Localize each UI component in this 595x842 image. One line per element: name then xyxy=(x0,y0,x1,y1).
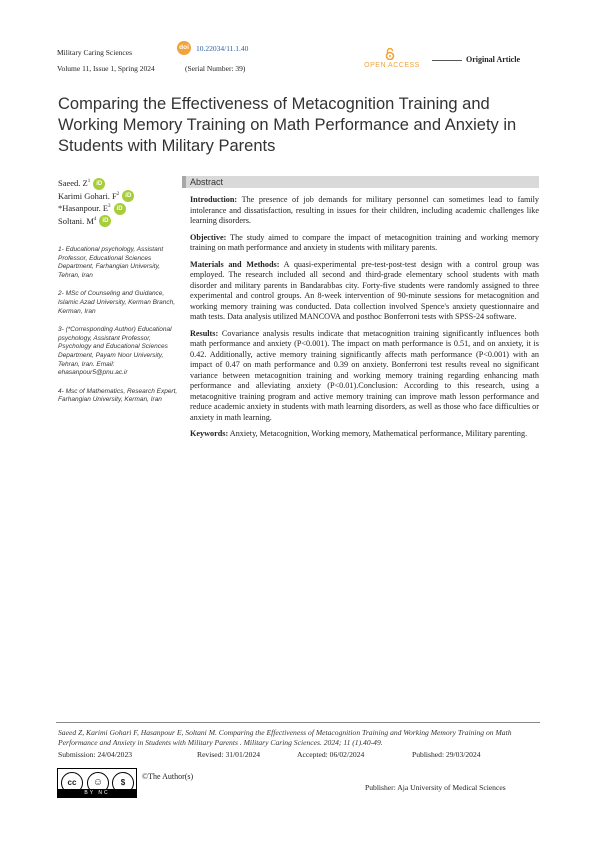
publisher: Publisher: Aja University of Medical Sciences xyxy=(365,783,506,792)
serial-number: (Serial Number: 39) xyxy=(185,64,246,73)
affiliations xyxy=(58,246,183,415)
abstract-methods xyxy=(190,260,539,323)
author-list xyxy=(58,176,188,226)
section-text: Anxiety, Metacognition, Working memory, Mathematical performance, Military parenting. xyxy=(228,429,528,438)
footer-divider xyxy=(56,722,540,723)
author-name: Soltani. M xyxy=(58,215,94,226)
header-divider xyxy=(432,60,462,61)
published-date: Published: 29/03/2024 xyxy=(412,750,481,759)
orcid-icon[interactable]: iD xyxy=(93,178,105,190)
article-title: Comparing the Effectiveness of Metacognition Training and Working Memory Training on Math Performance and Anxiety in Students with Military Parents xyxy=(58,95,517,155)
author-4 xyxy=(58,214,188,227)
volume-info: Volume 11, Issue 1, Spring 2024 xyxy=(57,64,155,73)
orcid-icon[interactable]: iD xyxy=(114,203,126,215)
attribution-icon: ☺ xyxy=(87,772,109,794)
journal-name: Military Caring Sciences xyxy=(57,48,132,57)
author-sup: 4 xyxy=(93,216,97,222)
abstract-introduction xyxy=(190,195,539,227)
abstract-objective xyxy=(190,233,539,254)
section-label: Materials and Methods: xyxy=(190,259,280,269)
author-name: Karimi Gohari. F xyxy=(58,190,117,201)
section-label: Objective: xyxy=(190,232,227,242)
citation: Saeed Z, Karimi Gohari F, Hasanpour E, Soltani M. Comparing the Effectiveness of Metacognition Training and Working Memory Training on Math Performance and Anxiety in Students with Military Parents . Military Caring Sciences. 2024; 11 (1).40-49. xyxy=(58,728,512,747)
cc-license-badge[interactable] xyxy=(57,768,137,798)
author-1 xyxy=(58,176,188,189)
author-sup: 2 xyxy=(116,191,120,197)
section-text: The study aimed to compare the impact of metacognition training and working memory training on math performance and anxiety in students with military parents. xyxy=(190,232,539,252)
copyright-notice: ©The Author(s) xyxy=(142,772,194,781)
author-2 xyxy=(58,189,188,202)
affiliation-4: 4- Msc of Mathematics, Research Expert, Farhangian University, Kerman, Iran xyxy=(58,387,178,404)
author-sup: 1 xyxy=(87,179,91,184)
author-3 xyxy=(58,201,188,214)
submission-date: Submission: 24/04/2023 xyxy=(58,750,133,759)
cc-icon: cc xyxy=(61,772,83,794)
accepted-date: Accepted: 06/02/2024 xyxy=(297,750,365,759)
orcid-icon[interactable]: iD xyxy=(122,190,134,202)
abstract-heading: Abstract xyxy=(190,177,224,187)
section-label: Introduction: xyxy=(190,195,238,204)
open-access-logo xyxy=(352,48,432,76)
doi-icon: doi xyxy=(177,41,191,55)
section-label: Keywords: xyxy=(190,429,229,438)
abstract-heading-bar xyxy=(186,176,539,188)
section-text: A quasi-experimental pre-test-post-test design with a control group was employed. The research included all second and third-grade elementary school students with math disorder and military parents in Bandarabbas city. Forty-five students were randomly assigned to three experimental and control groups. An 8-week intervention of 90-minute sessions for metacognition and working memory training was conducted. Data collection involved Spence's anxiety questionnaire and math tests. Data analysis utilized MANCOVA and posthoc Bonferroni tests with SPSS-24 software. xyxy=(190,259,539,321)
section-text: The presence of job demands for military personnel can sometimes lead to family intolerance and dissatisfaction, resulting in issues for their children, including academic challenges like learning disorders. xyxy=(190,195,539,225)
author-name: Saeed. Z xyxy=(58,177,88,188)
cc-license-text: BY NC xyxy=(58,789,136,797)
author-sup: 3 xyxy=(108,204,111,209)
orcid-icon[interactable]: iD xyxy=(99,215,111,227)
open-access-lock-icon xyxy=(385,48,395,60)
abstract-keywords xyxy=(190,429,539,440)
affiliation-2: 2- MSc of Counseling and Guidance, Islamic Azad University, Kerman Branch, Kerman, Iran xyxy=(58,290,176,315)
noncommercial-icon: $ xyxy=(112,772,134,794)
open-access-label: OPEN ACCESS xyxy=(364,62,420,69)
revised-date: Revised: 31/01/2024 xyxy=(197,750,261,759)
affiliation-3: 3- (*Corresponding Author) Educational psychology, Assistant Professor, Psychology and Educational Sciences Department, Payam Noor University, Tehran, Iran. Email: ehasanpour5@pnu.ac.ir xyxy=(58,326,172,377)
affiliation-1: 1- Educational psychology, Assistant Professor, Educational Sciences Department, Farhangian University, Tehran, Iran xyxy=(58,246,164,279)
author-name: *Hasanpour. E xyxy=(58,202,109,213)
doi-link[interactable]: 10.22034/11.1.40 xyxy=(196,44,249,53)
abstract-body xyxy=(190,195,539,446)
section-label: Results: xyxy=(190,328,219,338)
article-type: Original Article xyxy=(466,55,520,64)
abstract-results xyxy=(190,329,539,424)
section-text: Covariance analysis results indicate that metacognition training significantly influences both math performance and anxiety (P<0.001). The impact on math performance is 0.51, and on anxiety, it is 0.42. Additionally, active memory training significantly affects math performance (P<0.001) with an impact of 0.47 on math performance and 0.39 on anxiety. Bonferroni test results reveal no significant variance between metacognition training and working memory training regarding enhancing math performance and alleviating anxiety (P<0.01).Conclusion: According to this research, using a metacognitive training program and active memory training can improve math lesson performance and reduce academic anxiety in students with math learning disorders, as well as those who face difficulties or anxiety in math learning. xyxy=(190,328,539,422)
